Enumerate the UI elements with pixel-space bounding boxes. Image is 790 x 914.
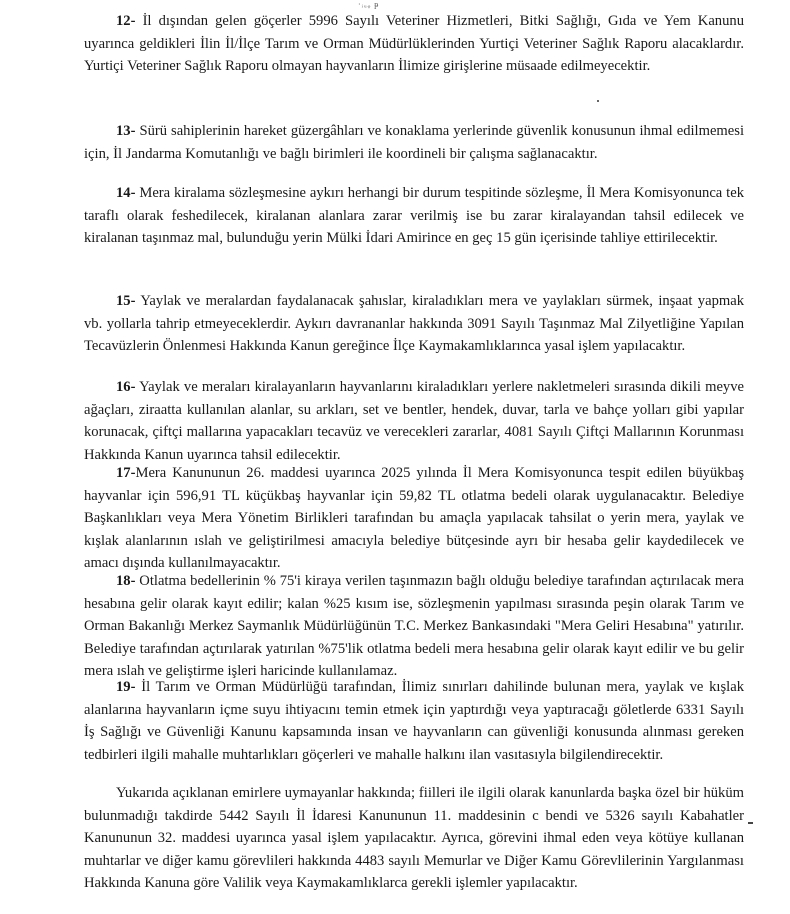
- paragraph-number: 15-: [116, 293, 136, 309]
- paragraph-text: Yaylak ve meralardan faydalanacak şahıslar, kiraladıkları mera ve yaylakları sürmek, inşaat yapmak vb. yollarla tahrip etmeyeceklerdir. Aykırı davrananlar hakkında 3091 Sayılı Taşınmaz Mal Zilyetliğine Yapılan Tecavüzlerin Önlenmesi Hakkında Kanun gereğince İlçe Kaymakamlıklarınca yasal işlem yapılacaktır.: [84, 293, 744, 355]
- header-marks: ·ᵢᵤᵩ ᵽ: [358, 0, 380, 9]
- paragraph-17: [84, 462, 744, 575]
- paragraph-text: Sürü sahiplerinin hareket güzergâhları ve konaklama yerlerinde güvenlik konusunun ihmal edilmemesi için, İl Jandarma Komutanlığı ve bağlı birimleri ile koordineli bir çalışma sağlanacaktır.: [84, 123, 744, 162]
- paragraph-text: Mera Kanununun 26. maddesi uyarınca 2025 yılında İl Mera Komisyonunca tespit edilen büyükbaş hayvanlar için 596,91 TL küçükbaş hayvanlar için 59,82 TL otlatma bedeli olarak uygulanacaktır. Belediye Başkanlıkları veya Mera Yönetim Birlikleri tarafından bu amaçla yapılacak tahsilat o yerin mera, yaylak ve kışlak alanlarının ıslah ve geliştirilmesi amacıyla belediye bütçesinde ayrı bir hesaba gelir kaydedilecek ve amacı dışında kullanılmayacaktır.: [84, 465, 744, 572]
- paragraph-15: [84, 290, 744, 358]
- paragraph-text: Yaylak ve meraları kiralayanların hayvanlarını kiraladıkları yerlere nakletmeleri sırasında dikili meyve ağaçları, ziraatta kullanılan alanlar, su arkları, set ve bentler, hendek, duvar, tarla ve bahçe yolları gibi yapılar korunacak, çiftçi mallarına yapacakları tecavüz ve verecekleri zararlar, 4081 Sayılı Çiftçi Mallarının Korunması Hakkında Kanun uyarınca tahsil edilecektir.: [84, 379, 744, 463]
- paragraph-text: İl dışından gelen göçerler 5996 Sayılı Veteriner Hizmetleri, Bitki Sağlığı, Gıda ve Yem Kanunu uyarınca geldikleri İlin İl/İlçe Tarım ve Orman Müdürlüklerinden Yurtiçi Veteriner Sağlık Raporu alacaklardır. Yurtiçi Veteriner Sağlık Raporu olmayan hayvanların İlimize girişlerine müsaade edilmeyecektir.: [84, 13, 744, 75]
- paragraph-number: 16-: [116, 379, 136, 395]
- paragraph-18: [84, 570, 744, 683]
- paragraph-text: İl Tarım ve Orman Müdürlüğü tarafından, İlimiz sınırları dahilinde bulunan mera, yaylak ve kışlak alanlarına hayvanların içme suyu ihtiyacını temin etmek için yaptırdığı veya yaptıracağı göletlerde 6331 Sayılı İş Sağlığı ve Güvenliği Kanunu kapsamında insan ve hayvanların can güvenliği konusunda alınması gereken tedbirleri ilgili mahalle muhtarlıkları göçerleri ve mahalle halkını ilan vasıtasıyla bilgilendirecektir.: [84, 679, 744, 763]
- paragraph-number: 13-: [116, 123, 136, 139]
- scan-speck: [597, 100, 599, 102]
- paragraph-number: 18-: [116, 573, 136, 589]
- margin-mark: [748, 822, 753, 824]
- paragraph-closing: [84, 782, 744, 895]
- paragraph-12: [84, 10, 744, 78]
- paragraph-text: Yukarıda açıklanan emirlere uymayanlar hakkında; fiilleri ile ilgili olarak kanunlarda başka özel bir hüküm bulunmadığı takdirde 5442 Sayılı İl İdaresi Kanununun 11. maddesinin c bendi ve 5326 sayılı Kabahatler Kanununun 32. maddesi uyarınca yasal işlem yapılacaktır. Ayrıca, görevini ihmal eden veya kötüye kullanan muhtarlar ve diğer kamu görevlileri hakkında 4483 sayılı Memurlar ve Diğer Kamu Görevlilerinin Yargılanması Hakkında Kanuna göre Valilik veya Kaymakamlıklarca gerekli işlemler yapılacaktır.: [84, 785, 744, 892]
- paragraph-text: Mera kiralama sözleşmesine aykırı herhangi bir durum tespitinde sözleşme, İl Mera Komisyonunca tek taraflı olarak feshedilecek, kiralanan alanlara zarar verilmiş ise bu zarar kiralayandan tahsil edilecek ve kiralanan taşınmaz mal, bulunduğu yerin Mülki İdari Amirince en geç 15 gün içerisinde tahliye ettirilecektir.: [84, 185, 744, 247]
- paragraph-13: [84, 120, 744, 165]
- paragraph-number: 12-: [116, 13, 136, 29]
- paragraph-text: Otlatma bedellerinin % 75'i kiraya verilen taşınmazın bağlı olduğu belediye tarafından açtırılacak mera hesabına gelir olarak kayıt edilir; kalan %25 kısım ise, sözleşmenin yapılması sırasında peşin olarak Tarım ve Orman Bakanlığı Merkez Saymanlık Müdürlüğünün T.C. Merkez Bankasındaki "Mera Geliri Hesabına" yatırılır. Belediye tarafından açtırılarak yatırılan %75'lik otlatma bedeli mera hesabına gelir olarak kayıt edilir ve bu gelir mera ıslah ve geliştirme işleri haricinde kullanılamaz.: [84, 573, 744, 680]
- paragraph-14: [84, 182, 744, 250]
- paragraph-number: 19-: [116, 679, 136, 695]
- paragraph-number: 17-: [116, 465, 136, 481]
- paragraph-16: [84, 376, 744, 466]
- paragraph-number: 14-: [116, 185, 136, 201]
- paragraph-19: [84, 676, 744, 766]
